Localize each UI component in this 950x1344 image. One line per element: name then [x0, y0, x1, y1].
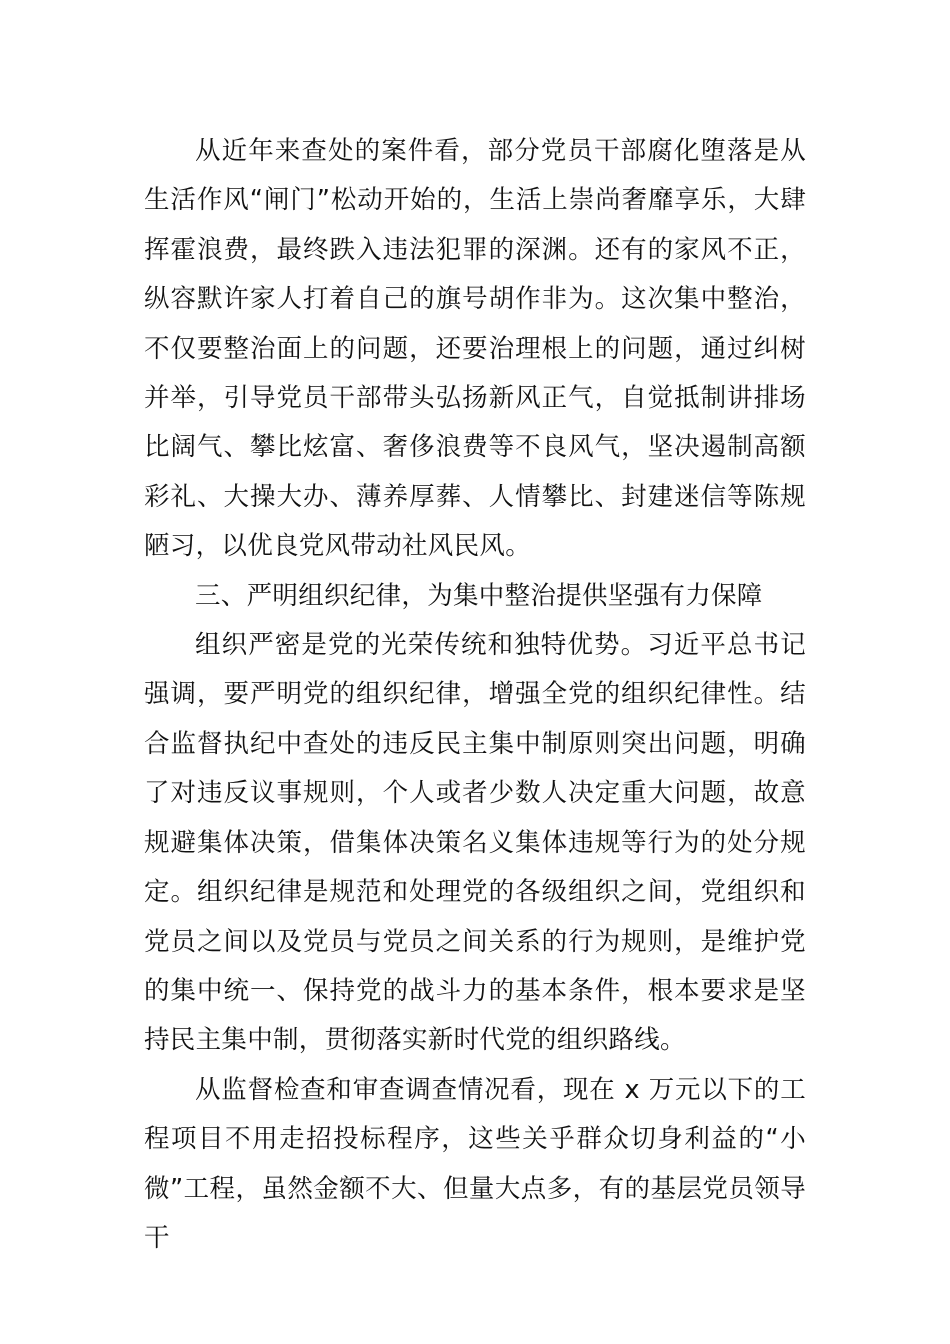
paragraph-supervision-findings: 从监督检查和审查调查情况看，现在 x 万元以下的工程项目不用走招投标程序，这些关乎群众切身利益的“小微”工程，虽然金额不大、但量大点多，有的基层党员领导干 — [144, 1074, 806, 1253]
paragraph-lifestyle-discipline: 从近年来查处的案件看，部分党员干部腐化堕落是从生活作风“闸门”松动开始的，生活上崇尚奢靡享乐，大肆挥霍浪费，最终跌入违法犯罪的深渊。还有的家风不正，纵容默许家人打着自己的旗号胡作非为。这次集中整治，不仅要整治面上的问题，还要治理根上的问题，通过纠树并举，引导党员干部带头弘扬新风正气，自觉抵制讲排场比阔气、攀比炫富、奢侈浪费等不良风气，坚决遏制高额彩礼、大操大办、薄养厚葬、人情攀比、封建迷信等陈规陋习，以优良党风带动社风民风。 — [144, 136, 806, 562]
section-heading-organizational-discipline: 三、严明组织纪律，为集中整治提供坚强有力保障 — [195, 580, 763, 611]
paragraph-organizational-discipline: 组织严密是党的光荣传统和独特优势。习近平总书记强调，要严明党的组织纪律，增强全党的组织纪律性。结合监督执纪中查处的违反民主集中制原则突出问题，明确了对违反议事规则，个人或者少数人决定重大问题，故意规避集体决策，借集体决策名义集体违规等行为的处分规定。组织纪律是规范和处理党的各级组织之间，党组织和党员之间以及党员与党员之间关系的行为规则，是维护党的集中统一、保持党的战斗力的基本条件，根本要求是坚持民主集中制，贯彻落实新时代党的组织路线。 — [144, 630, 806, 1056]
document-body — [144, 127, 806, 1263]
